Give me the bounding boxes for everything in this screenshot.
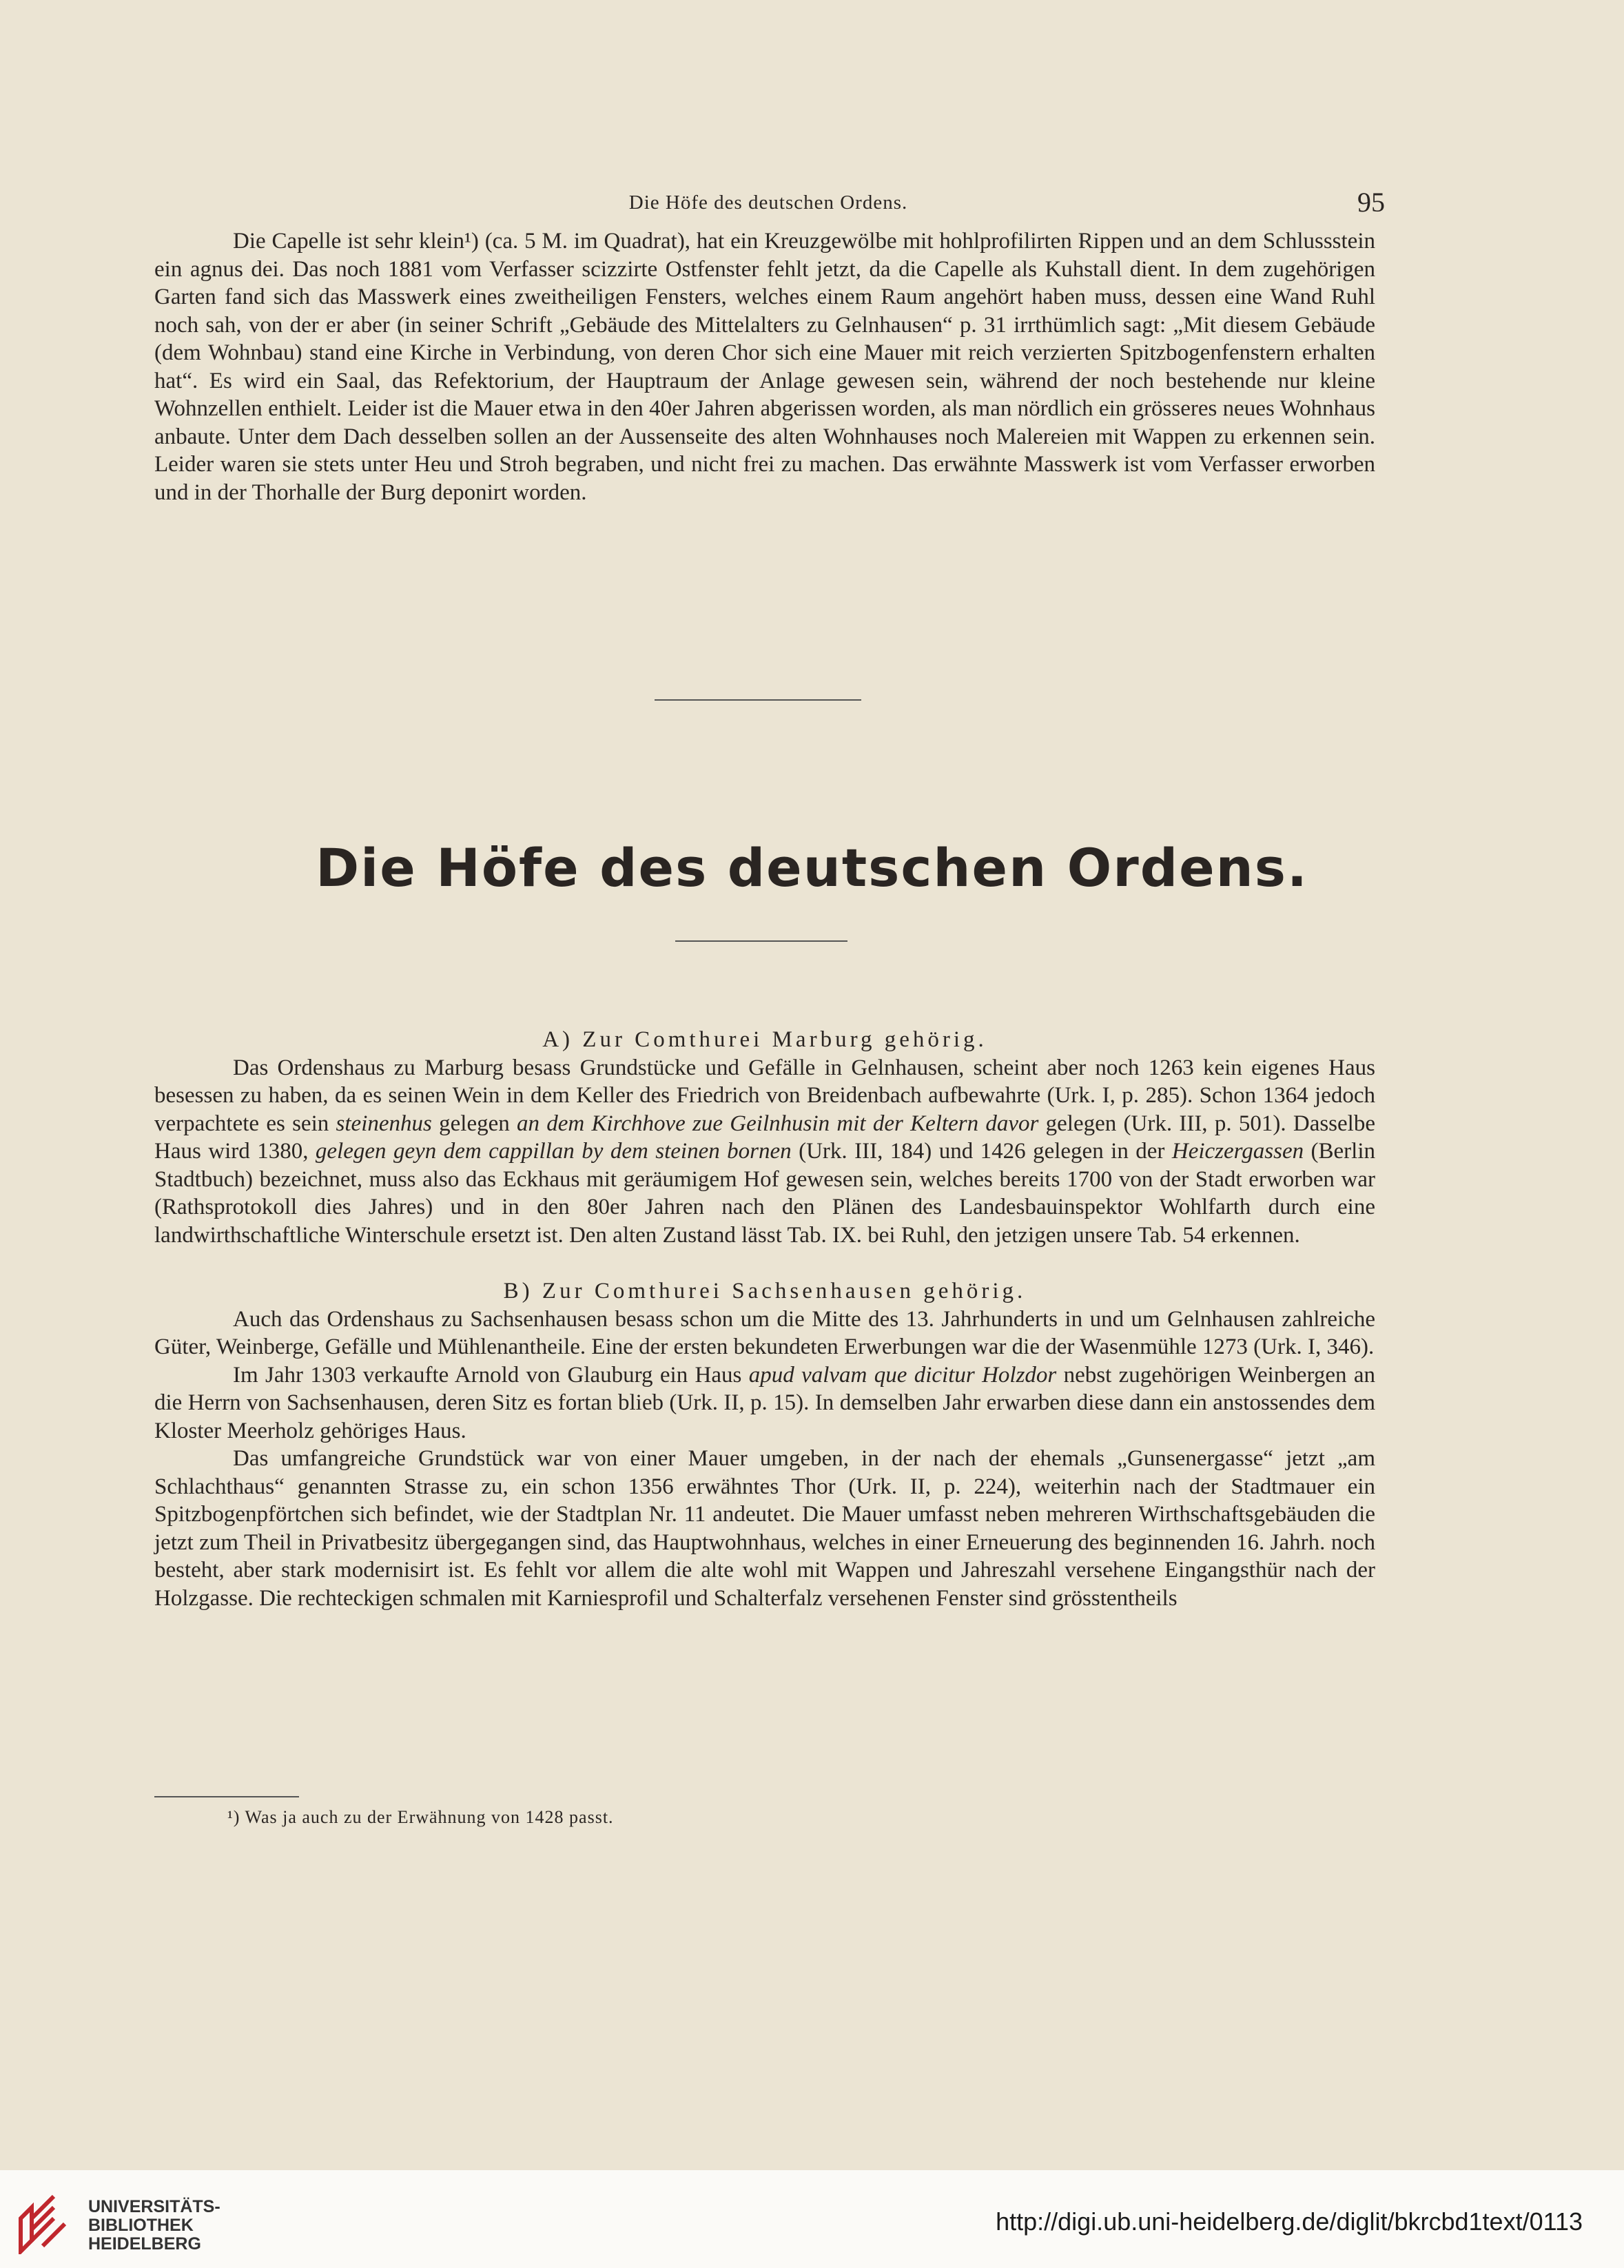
italic-run: apud valvam que dicitur Holzdor bbox=[748, 1362, 1057, 1388]
text-run: gelegen (Urk. III, p. 501). Dasselbe Haus wird 1380, bbox=[154, 1111, 1375, 1164]
section-heading-a: A) Zur Comthurei Marburg gehörig. bbox=[542, 1027, 987, 1052]
library-name-line: UNIVERSITÄTS- bbox=[88, 2197, 220, 2216]
italic-run: gelegen geyn dem cappillan by dem steinen bornen bbox=[315, 1139, 792, 1164]
section-heading-b: B) Zur Comthurei Sachsenhausen gehörig. bbox=[503, 1279, 1027, 1303]
permalink-url[interactable]: http://digi.ub.uni-heidelberg.de/diglit/bkrcbd1text/0113 bbox=[996, 2207, 1583, 2236]
text-run: Im Jahr 1303 verkaufte Arnold von Glauburg ein Haus bbox=[233, 1362, 749, 1388]
italic-run: Heiczergassen bbox=[1171, 1139, 1304, 1164]
divider bbox=[675, 940, 847, 942]
divider bbox=[655, 699, 861, 701]
paragraph bbox=[154, 1361, 1375, 1445]
footnote: ¹) Was ja auch zu der Erwähnung von 1428 passt. bbox=[227, 1807, 614, 1827]
library-name-line: HEIDELBERG bbox=[88, 2234, 201, 2254]
text-run: (Urk. III, 184) und 1426 gelegen in der bbox=[791, 1139, 1172, 1164]
paragraph bbox=[154, 1054, 1375, 1250]
footer-bar bbox=[0, 2170, 1624, 2268]
italic-run: an dem Kirchhove zue Geilnhusin mit der Keltern davor bbox=[517, 1111, 1039, 1136]
paragraph: Auch das Ordenshaus zu Sachsenhausen besass schon um die Mitte des 13. Jahrhunderts in und um Gelnhausen zahlreiche Güter, Weinberge, Gefälle und Mühlenantheile. Eine der ersten bekundeten Erwerbungen war die der Wasenmühle 1273 (Urk. I, 346). bbox=[154, 1306, 1375, 1359]
text-run: (Berlin Stadtbuch) bezeichnet, muss also das Eckhaus mit geräumigem Hof gewesen sein, welches bereits 1700 von der Stadt erworben war (Rathsprotokoll dies Jahres) und in den 80er Jahren nach den Plänen des Landesbauinspektor Wohlfarth durch eine landwirthschaftliche Winterschule ersetzt ist. Den alten Zustand lässt Tab. IX. bei Ruhl, den jetzigen unsere Tab. 54 erkennen. bbox=[154, 1139, 1376, 1248]
library-name-line: BIBLIOTHEK bbox=[88, 2216, 194, 2235]
paragraph: Das umfangreiche Grundstück war von einer Mauer umgeben, in der nach der ehemals „Gunsenergasse“ jetzt „am Schlachthaus“ genannten Strasse zu, ein schon 1356 erwähntes Thor (Urk. II, p. 224), weiterhin nach der Stadtmauer ein Spitzbogenpförtchen sich befindet, wie der Stadtplan Nr. 11 andeutet. Die Mauer umfasst neben mehreren Wirthschaftsgebäuden die jetzt zum Theil in Privatbesitz übergegangen sind, das Hauptwohnhaus, welches in einer Erneuerung des beginnenden 16. Jahrh. noch besteht, aber stark modernisirt ist. Es fehlt vor allem die alte wohl mit Wappen und Jahreszahl versehene Eingangsthür nach der Holzgasse. Die rechteckigen schmalen mit Karniesprofil und Schalterfalz versehenen Fenster sind grösstentheils bbox=[154, 1446, 1375, 1611]
paragraph: Die Capelle ist sehr klein¹) (ca. 5 M. im Quadrat), hat ein Kreuzgewölbe mit hohlprofilirten Rippen und an dem Schlussstein ein agnus dei. Das noch 1881 vom Verfasser scizzirte Ostfenster fehlt jetzt, da die Capelle als Kuhstall dient. In dem zugehörigen Garten fand sich das Masswerk eines zweitheiligen Fensters, welches einem Raum angehört haben muss, dessen eine Wand Ruhl noch sah, von der er aber (in seiner Schrift „Gebäude des Mittelalters zu Gelnhausen“ p. 31 irrthümlich sagt: „Mit diesem Gebäude (dem Wohnbau) stand eine Kirche in Verbindung, von deren Chor sich eine Mauer mit reich verzierten Spitzbogenfenstern erhalten hat“. Es wird ein Saal, das Refektorium, der Hauptraum der Anlage gewesen sein, während der noch bestehende nur kleine Wohnzellen enthielt. Leider ist die Mauer etwa in den 40er Jahren abgerissen worden, als man nördlich ein grösseres neues Wohnhaus anbaute. Unter dem Dach desselben sollen an der Aussenseite des alten Wohnhauses noch Malereien mit Wappen zu erkennen sein. Leider waren sie stets unter Heu und Stroh begraben, und nicht frei zu machen. Das erwähnte Masswerk ist vom Verfasser erworben und in der Thorhalle der Burg deponirt worden. bbox=[154, 229, 1375, 505]
running-title: Die Höfe des deutschen Ordens. bbox=[628, 192, 908, 214]
orders-section bbox=[154, 1026, 1375, 1612]
footnote-rule bbox=[154, 1796, 299, 1797]
running-head bbox=[152, 186, 1385, 220]
text-run: Das Ordenshaus zu Marburg besass Grundstücke und Gefälle in Gelnhausen, scheint aber noch 1263 kein eigenes Haus besessen zu haben, da es seinen Wein in dem Keller des Friedrich von Breidenbach aufbewahrte (Urk. I, p. 285). Schon 1364 jedoch verpachtete es sein bbox=[154, 1055, 1375, 1136]
chapel-section bbox=[154, 227, 1375, 506]
page-number: 95 bbox=[1357, 187, 1385, 218]
chapter-heading: Die Höfe des deutschen Ordens. bbox=[316, 837, 1308, 898]
library-name[interactable] bbox=[88, 2198, 220, 2254]
library-logo-icon[interactable] bbox=[18, 2191, 68, 2254]
text-run: nebst zugehörigen Weinbergen an die Herrn von Sachsenhausen, deren Sitz es fortan blieb (Urk. II, p. 15). In demselben Jahr erwarben diese dann ein anstossendes dem Kloster Meerholz gehöriges Haus. bbox=[154, 1362, 1375, 1443]
text-run: gelegen bbox=[431, 1111, 517, 1136]
italic-run: steinenhus bbox=[336, 1111, 432, 1136]
